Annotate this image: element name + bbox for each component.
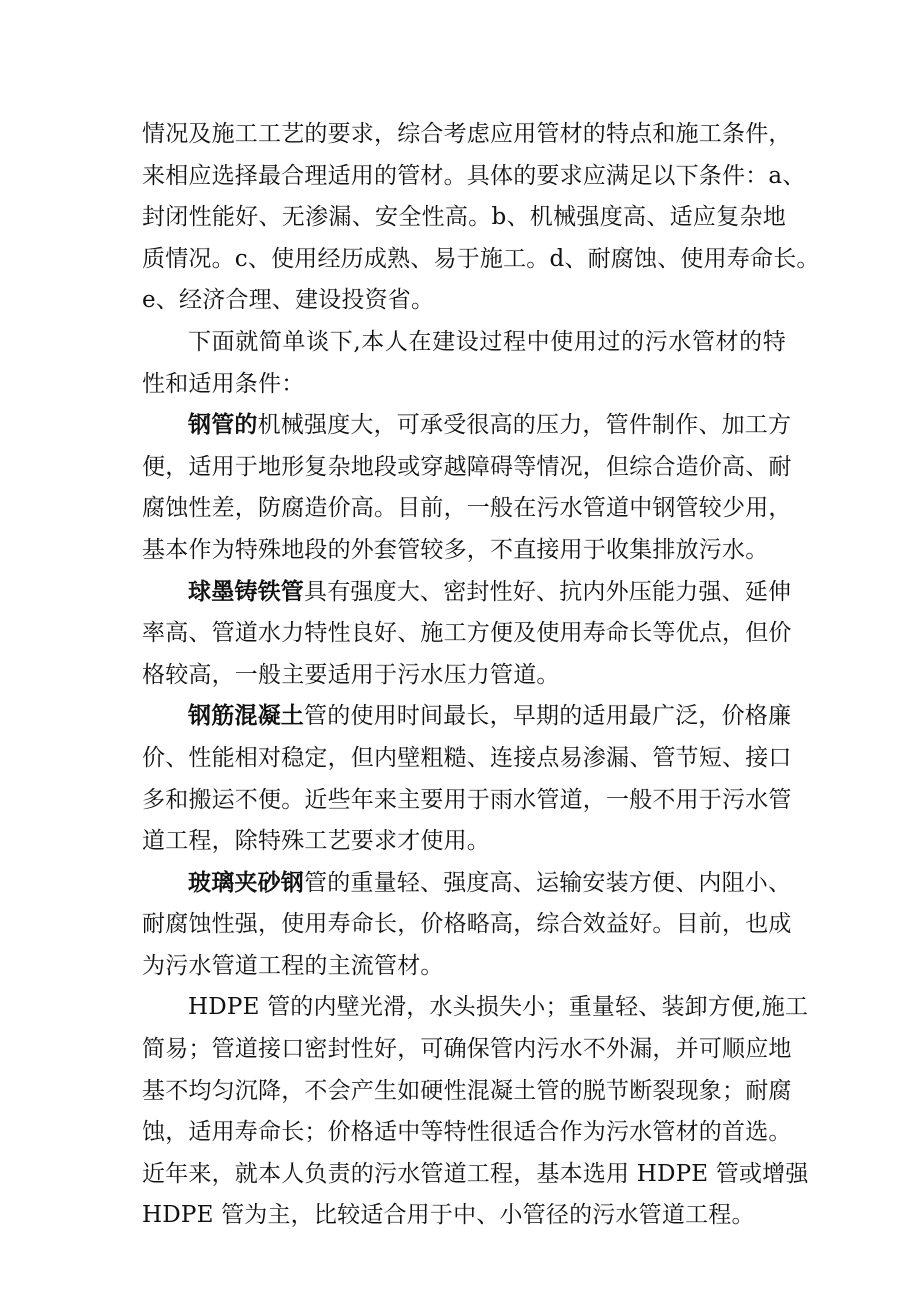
term-ductile-iron-pipe: 球墨铸铁管	[188, 578, 304, 605]
text-line: 基不均匀沉降，不会产生如硬性混凝土管的脱节断裂现象；耐腐	[142, 1077, 792, 1104]
text-line: 耐腐蚀性强，使用寿命长，价格略高，综合效益好。目前，也成	[142, 911, 792, 938]
text-line: 性和适用条件：	[142, 370, 305, 397]
text-line: 情况及施工工艺的要求，综合考虑应用管材的特点和施工条件，	[142, 121, 792, 147]
text-line: 为污水管道工程的主流管材。	[142, 952, 444, 979]
text-line	[142, 572, 792, 614]
text-segment: 管的使用时间最长，早期的适用最广泛，价格廉	[304, 703, 792, 730]
text-line: 封闭性能好、无渗漏、安全性高。b、机械强度高、适应复杂地	[142, 204, 786, 231]
paragraph-requirements	[142, 114, 820, 322]
text-segment: 机械强度大，可承受很高的压力，管件制作、加工方	[257, 412, 792, 439]
text-line: 下面就简单谈下,本人在建设过程中使用过的污水管材的特	[188, 328, 786, 355]
term-fiberglass-pipe: 玻璃夹砂钢	[188, 869, 304, 896]
text-line: HDPE 管的内壁光滑，水头损失小；重量轻、装卸方便,施工	[188, 994, 809, 1021]
text-line: 腐蚀性差，防腐造价高。目前，一般在污水管道中钢管较少用，	[142, 495, 792, 522]
text-segment: 管的重量轻、强度高、运输安装方便、内阻小、	[304, 869, 792, 896]
paragraph-hdpe-pipe	[142, 987, 809, 1237]
text-line: 道工程，除特殊工艺要求才使用。	[142, 828, 490, 855]
paragraph-steel-pipe	[142, 405, 792, 571]
text-line: 价、性能相对稳定，但内壁粗糙、连接点易渗漏、管节短、接口	[142, 744, 792, 771]
document-page	[142, 114, 820, 1237]
text-line: e、经济合理、建设投资省。	[142, 287, 435, 314]
text-segment: 具有强度大、密封性好、抗内外压能力强、延伸	[304, 578, 792, 605]
text-line	[142, 696, 792, 738]
text-line: 质情况。c、使用经历成熟、易于施工。d、耐腐蚀、使用寿命长。	[142, 245, 820, 272]
text-line: 基本作为特殊地段的外套管较多，不直接用于收集排放污水。	[142, 536, 769, 563]
paragraph-intro	[142, 322, 786, 405]
paragraph-fiberglass-pipe	[142, 863, 792, 988]
text-line: 简易；管道接口密封性好，可确保管内污水不外漏，并可顺应地	[142, 1036, 792, 1063]
paragraph-concrete-pipe	[142, 696, 792, 862]
text-line: HDPE 管为主，比较适合用于中、小管径的污水管道工程。	[142, 1202, 755, 1229]
text-line	[142, 405, 792, 447]
text-line: 蚀，适用寿命长；价格适中等特性很适合作为污水管材的首选。	[142, 1119, 792, 1146]
text-line: 格较高，一般主要适用于污水压力管道。	[142, 661, 560, 688]
term-steel-pipe: 钢管的	[188, 412, 258, 439]
term-concrete-pipe: 钢筋混凝土	[188, 703, 304, 730]
text-line	[142, 863, 792, 905]
text-line: 多和搬运不便。近些年来主要用于雨水管道，一般不用于污水管	[142, 786, 792, 813]
text-line: 近年来，就本人负责的污水管道工程，基本选用 HDPE 管或增强	[142, 1160, 809, 1187]
text-line: 便，适用于地形复杂地段或穿越障碍等情况，但综合造价高、耐	[142, 453, 792, 480]
text-line: 率高、管道水力特性良好、施工方便及使用寿命长等优点，但价	[142, 620, 792, 647]
text-line: 来相应选择最合理适用的管材。具体的要求应满足以下条件：a、	[142, 162, 806, 189]
paragraph-ductile-iron-pipe	[142, 572, 792, 697]
